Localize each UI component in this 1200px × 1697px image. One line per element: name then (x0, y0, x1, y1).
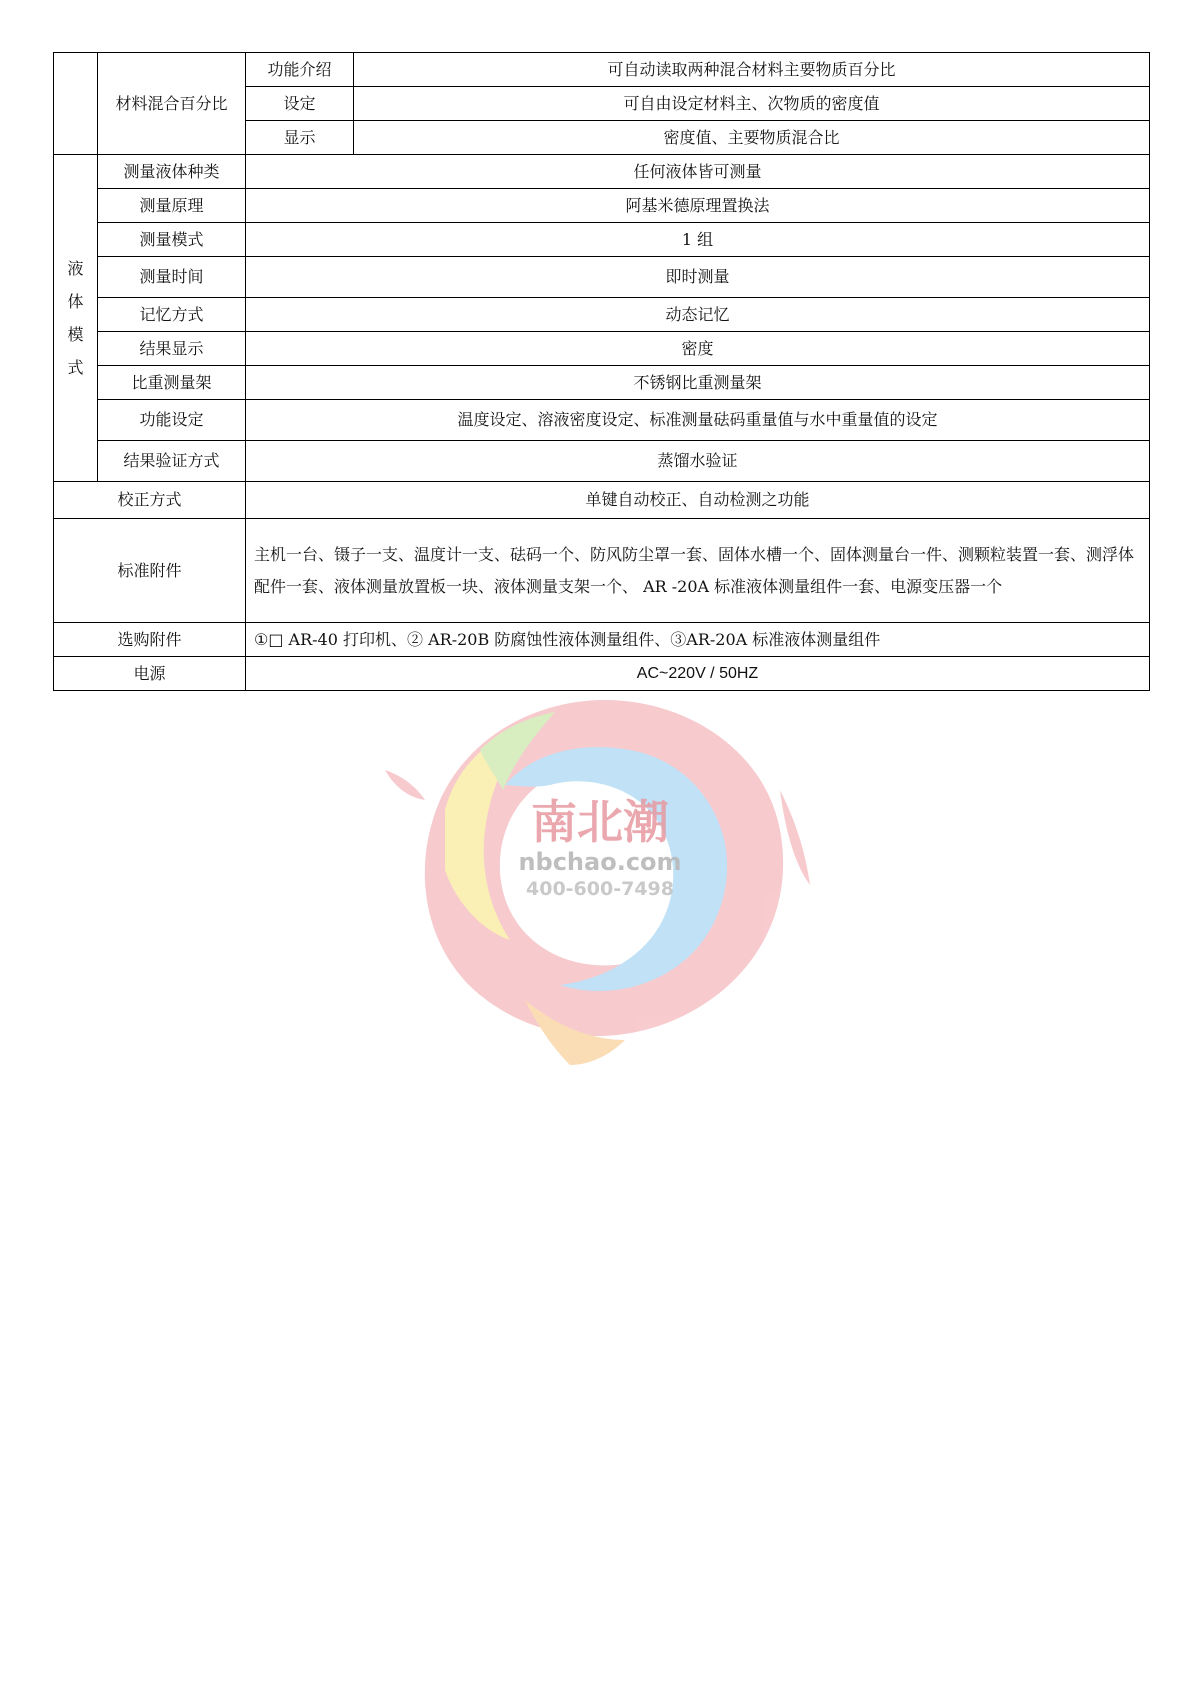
liquid-group-label: 液 体 模 式 (54, 155, 98, 482)
table-row (54, 400, 1150, 441)
mix-sub-label: 功能介绍 (246, 53, 354, 87)
optional-accessories-value: ①□ AR-40 打印机、② AR-20B 防腐蚀性液体测量组件、③AR-20A 标准液体测量组件 (246, 623, 1150, 657)
mix-sub-label: 显示 (246, 121, 354, 155)
table-row (54, 223, 1150, 257)
liquid-item-value: 蒸馏水验证 (246, 441, 1150, 482)
watermark-logo (385, 680, 815, 1070)
table-row (54, 257, 1150, 298)
watermark-phone: 400-600-7498 (526, 878, 674, 900)
liquid-item-value: 动态记忆 (246, 298, 1150, 332)
liquid-item-value: 不锈钢比重测量架 (246, 366, 1150, 400)
table-row (54, 155, 1150, 189)
liquid-item-value: 即时测量 (246, 257, 1150, 298)
table-row (54, 53, 1150, 87)
power-value: AC~220V / 50HZ (246, 657, 1150, 691)
mix-sub-label: 设定 (246, 87, 354, 121)
table-row (54, 519, 1150, 623)
table-row (54, 623, 1150, 657)
liquid-item-value: 1 组 (246, 223, 1150, 257)
liquid-item-label: 记忆方式 (98, 298, 246, 332)
liquid-item-value: 阿基米德原理置换法 (246, 189, 1150, 223)
liquid-item-label: 功能设定 (98, 400, 246, 441)
table-row (54, 189, 1150, 223)
optional-accessories-label: 选购附件 (54, 623, 246, 657)
liquid-item-label: 结果验证方式 (98, 441, 246, 482)
spec-table (53, 52, 1150, 691)
liquid-item-value: 温度设定、溶液密度设定、标准测量砝码重量值与水中重量值的设定 (246, 400, 1150, 441)
liquid-item-value: 任何液体皆可测量 (246, 155, 1150, 189)
table-row (54, 332, 1150, 366)
table-row (54, 441, 1150, 482)
mix-label-cell: 材料混合百分比 (98, 53, 246, 155)
paint-splash-drop-right (780, 790, 810, 885)
table-row (54, 298, 1150, 332)
standard-accessories-label: 标准附件 (54, 519, 246, 623)
calibration-value: 单键自动校正、自动检测之功能 (246, 482, 1150, 519)
liquid-item-label: 比重测量架 (98, 366, 246, 400)
table-row (54, 482, 1150, 519)
liquid-item-label: 测量原理 (98, 189, 246, 223)
watermark-domain: nbchao.com (518, 848, 682, 876)
calibration-label: 校正方式 (54, 482, 246, 519)
watermark-brand: 南北潮 (531, 795, 669, 849)
liquid-item-label: 测量液体种类 (98, 155, 246, 189)
liquid-item-label: 测量时间 (98, 257, 246, 298)
power-label: 电源 (54, 657, 246, 691)
paint-splash-drop-left (385, 770, 425, 800)
mix-value: 密度值、主要物质混合比 (354, 121, 1150, 155)
mix-group-blank-cell (54, 53, 98, 155)
liquid-item-label: 测量模式 (98, 223, 246, 257)
standard-accessories-value: 主机一台、镊子一支、温度计一支、砝码一个、防风防尘罩一套、固体水槽一个、固体测量台一件、测颗粒装置一套、测浮体配件一套、液体测量放置板一块、液体测量支架一个、 AR -20A 标准液体测量组件一套、电源变压器一个 (246, 519, 1150, 623)
mix-value: 可自动读取两种混合材料主要物质百分比 (354, 53, 1150, 87)
mix-value: 可自由设定材料主、次物质的密度值 (354, 87, 1150, 121)
liquid-item-value: 密度 (246, 332, 1150, 366)
table-row (54, 366, 1150, 400)
liquid-item-label: 结果显示 (98, 332, 246, 366)
